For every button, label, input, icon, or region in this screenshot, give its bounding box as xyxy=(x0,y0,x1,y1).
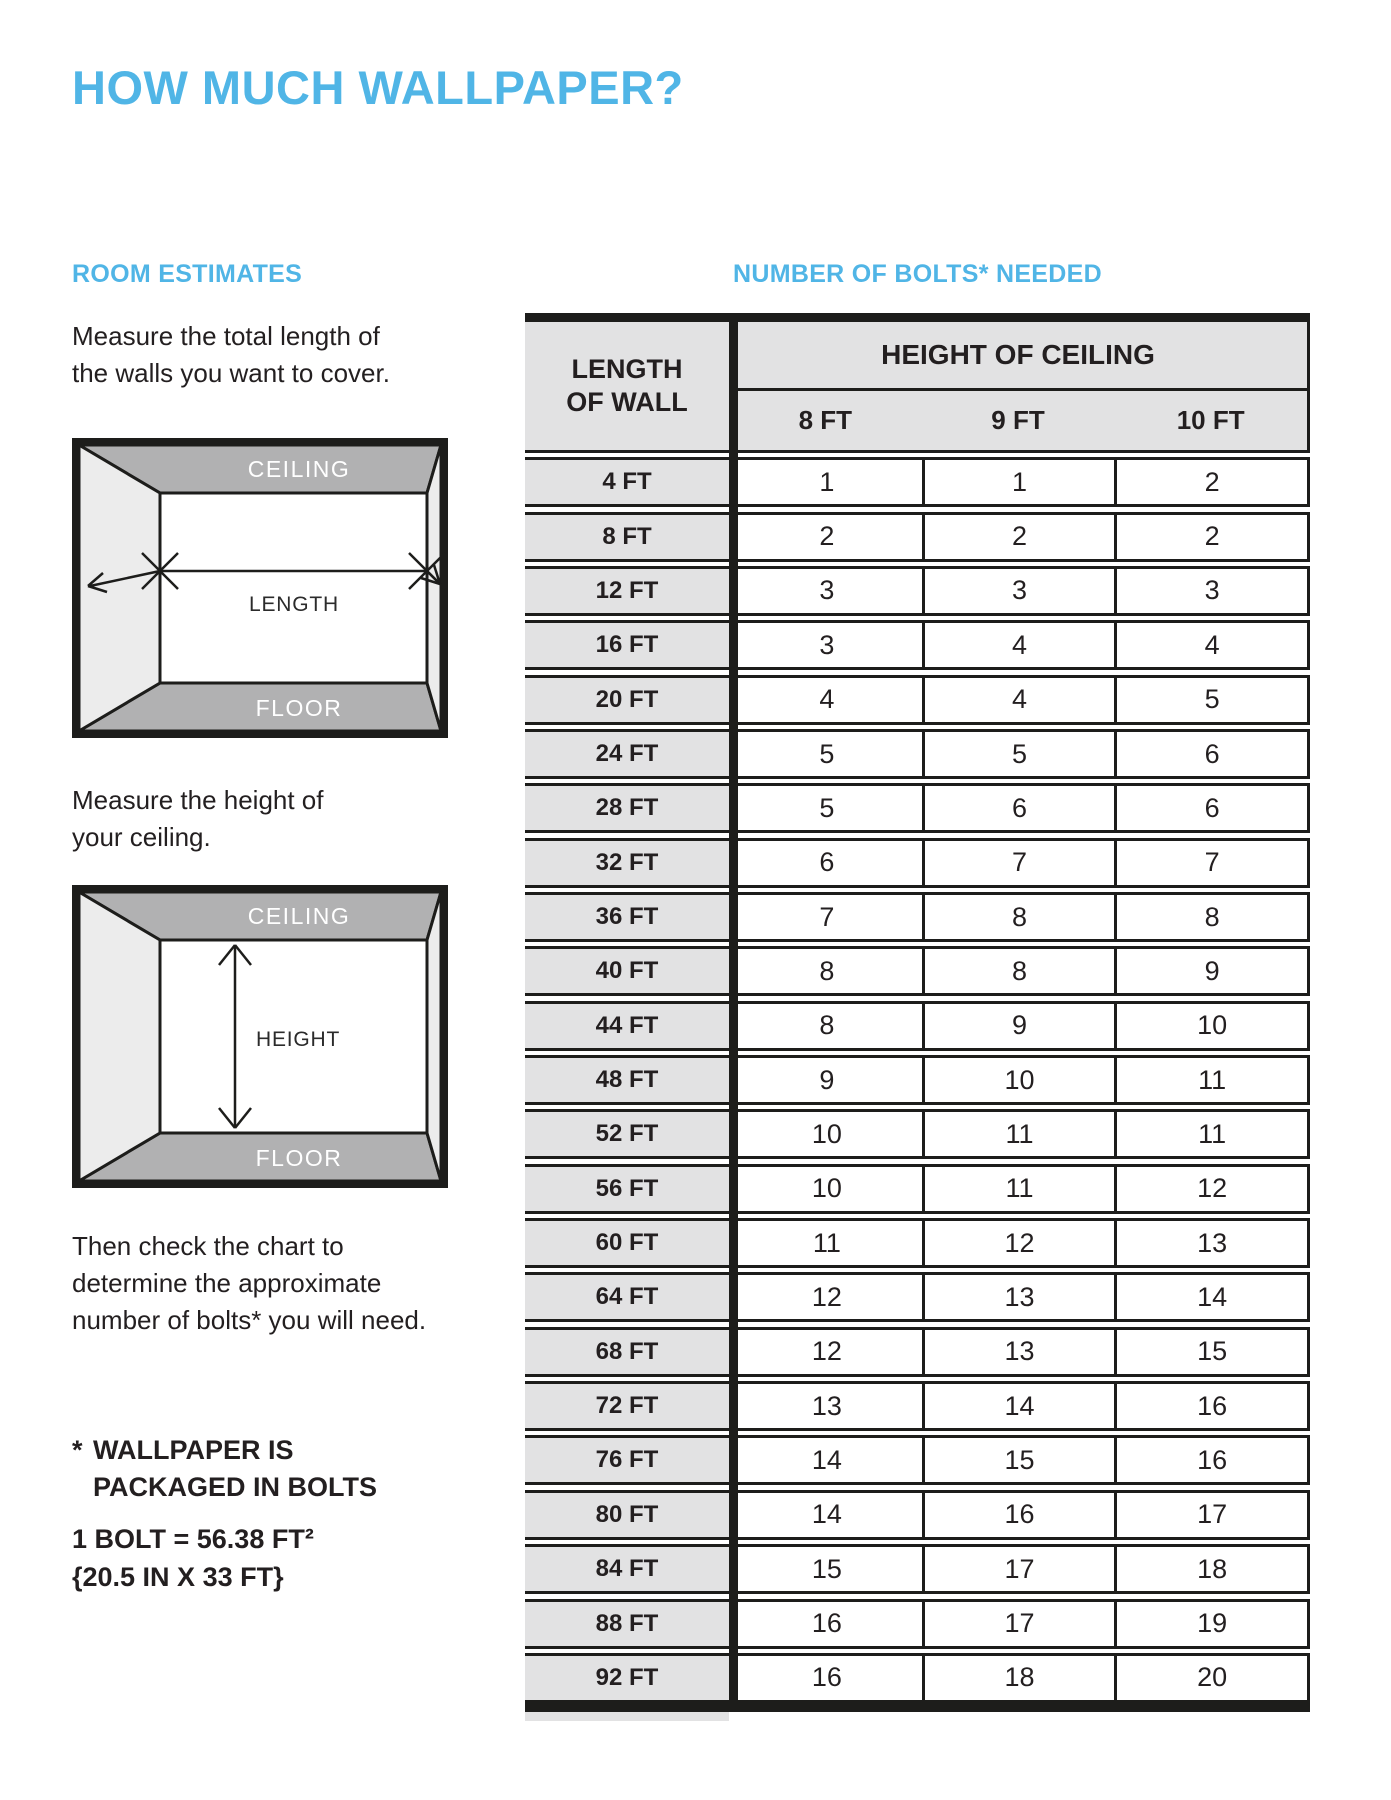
table-row xyxy=(525,1001,1310,1051)
step3-line1: Then check the chart to xyxy=(72,1231,344,1261)
bolt-count-cell: 5 xyxy=(729,729,922,779)
bolt-count-cell: 7 xyxy=(922,838,1115,888)
table-row xyxy=(525,892,1310,942)
col-header-8ft: 8 FT xyxy=(798,405,853,435)
bolt-count-cell: 7 xyxy=(1114,838,1310,888)
length-of-wall-line2: OF WALL xyxy=(566,387,688,417)
table-row xyxy=(525,675,1310,725)
wall-length-cell: 88 FT xyxy=(525,1599,729,1649)
wall-length-cell: 84 FT xyxy=(525,1544,729,1594)
bolt-count-cell: 2 xyxy=(1114,512,1310,562)
bolt-count-cell: 8 xyxy=(729,946,922,996)
col-header-10ft: 10 FT xyxy=(1176,405,1245,435)
table-row xyxy=(525,838,1310,888)
bolts-table-heading: NUMBER OF BOLTS* NEEDED xyxy=(733,260,1102,288)
bolt-count-cell: 4 xyxy=(1114,620,1310,670)
table-row xyxy=(525,946,1310,996)
bolt-equation: 1 BOLT = 56.38 FT² xyxy=(72,1524,314,1554)
bolt-count-cell: 8 xyxy=(922,946,1115,996)
bolt-count-cell: 3 xyxy=(1114,566,1310,616)
bolt-count-cell: 10 xyxy=(729,1109,922,1159)
asterisk-marker: * xyxy=(72,1435,83,1465)
ceiling-label: CEILING xyxy=(247,456,351,482)
floor-label: FLOOR xyxy=(255,1145,343,1171)
bolt-count-cell: 14 xyxy=(729,1490,922,1540)
bolt-count-cell: 16 xyxy=(729,1653,922,1703)
bolt-count-cell: 9 xyxy=(922,1001,1115,1051)
table-row xyxy=(525,1218,1310,1268)
wall-length-cell: 32 FT xyxy=(525,838,729,888)
bolt-count-cell: 20 xyxy=(1114,1653,1310,1703)
table-row xyxy=(525,1055,1310,1105)
table-row xyxy=(525,1327,1310,1377)
bolt-count-cell: 17 xyxy=(922,1544,1115,1594)
bolt-count-cell: 13 xyxy=(922,1327,1115,1377)
wall-length-cell: 52 FT xyxy=(525,1109,729,1159)
bolt-count-cell: 15 xyxy=(1114,1327,1310,1377)
bolt-count-cell: 17 xyxy=(922,1599,1115,1649)
ceiling-header-group xyxy=(729,322,1310,453)
bolt-count-cell: 18 xyxy=(922,1653,1115,1703)
length-of-wall-line1: LENGTH xyxy=(571,354,683,384)
bolt-count-cell: 11 xyxy=(1114,1055,1310,1105)
bolt-count-cell: 6 xyxy=(1114,783,1310,833)
bolt-count-cell: 5 xyxy=(1114,675,1310,725)
table-row xyxy=(525,1272,1310,1322)
bolt-count-cell: 8 xyxy=(922,892,1115,942)
page-title: HOW MUCH WALLPAPER? xyxy=(72,61,684,114)
wall-length-cell: 68 FT xyxy=(525,1327,729,1377)
wall-length-cell: 8 FT xyxy=(525,512,729,562)
bolt-count-cell: 14 xyxy=(1114,1272,1310,1322)
bolt-count-cell: 2 xyxy=(729,512,922,562)
bolt-count-cell: 2 xyxy=(922,512,1115,562)
step3-text xyxy=(72,1228,426,1339)
step1-line2: the walls you want to cover. xyxy=(72,358,390,388)
right-wall-panel xyxy=(427,892,441,1181)
bolt-count-cell: 18 xyxy=(1114,1544,1310,1594)
bolt-count-cell: 10 xyxy=(922,1055,1115,1105)
wall-length-cell: 64 FT xyxy=(525,1272,729,1322)
bolt-count-cell: 12 xyxy=(729,1327,922,1377)
bolt-count-cell: 8 xyxy=(729,1001,922,1051)
wall-length-cell: 20 FT xyxy=(525,675,729,725)
wall-length-cell: 44 FT xyxy=(525,1001,729,1051)
bolt-count-cell: 12 xyxy=(922,1218,1115,1268)
bolts-footnote xyxy=(72,1432,377,1506)
table-row xyxy=(525,1109,1310,1159)
wall-length-cell: 16 FT xyxy=(525,620,729,670)
height-diagram xyxy=(72,885,448,1188)
bolt-count-cell: 3 xyxy=(729,620,922,670)
wall-length-cell: 12 FT xyxy=(525,566,729,616)
bolt-count-cell: 6 xyxy=(729,838,922,888)
height-of-ceiling-header: HEIGHT OF CEILING xyxy=(729,322,1310,391)
table-row xyxy=(525,1164,1310,1214)
col-header-9ft: 9 FT xyxy=(991,405,1045,435)
bolt-count-cell: 12 xyxy=(1114,1164,1310,1214)
bolt-count-cell: 5 xyxy=(729,783,922,833)
bolt-count-cell: 9 xyxy=(729,1055,922,1105)
height-dimension-label: HEIGHT xyxy=(256,1028,341,1051)
bolt-count-cell: 15 xyxy=(729,1544,922,1594)
step2-line2: your ceiling. xyxy=(72,822,211,852)
table-row xyxy=(525,512,1310,562)
table-row xyxy=(525,1381,1310,1431)
bolt-count-cell: 13 xyxy=(729,1381,922,1431)
table-row xyxy=(525,457,1310,507)
wall-length-cell: 80 FT xyxy=(525,1490,729,1540)
floor-label: FLOOR xyxy=(255,695,343,721)
wall-length-cell: 36 FT xyxy=(525,892,729,942)
bolt-count-cell: 13 xyxy=(1114,1218,1310,1268)
bolt-count-cell: 6 xyxy=(922,783,1115,833)
bolt-count-cell: 2 xyxy=(1114,457,1310,507)
bolt-count-cell: 16 xyxy=(1114,1381,1310,1431)
room-estimates-heading: ROOM ESTIMATES xyxy=(72,260,303,288)
table-row xyxy=(525,783,1310,833)
step2-line1: Measure the height of xyxy=(72,785,324,815)
table-row xyxy=(525,1599,1310,1649)
table-body xyxy=(525,457,1310,1703)
length-diagram xyxy=(72,438,448,738)
wall-length-cell: 72 FT xyxy=(525,1381,729,1431)
bolt-count-cell: 1 xyxy=(729,457,922,507)
bolt-count-cell: 11 xyxy=(922,1109,1115,1159)
bolts-table xyxy=(525,313,1310,1712)
right-wall-panel xyxy=(427,445,441,731)
wall-length-cell: 24 FT xyxy=(525,729,729,779)
bolt-count-cell: 16 xyxy=(1114,1435,1310,1485)
bolt-count-cell: 3 xyxy=(922,566,1115,616)
bolt-count-cell: 19 xyxy=(1114,1599,1310,1649)
bolt-count-cell: 3 xyxy=(729,566,922,616)
bolt-count-cell: 10 xyxy=(1114,1001,1310,1051)
bolt-count-cell: 11 xyxy=(729,1218,922,1268)
bolt-count-cell: 14 xyxy=(729,1435,922,1485)
bolt-count-cell: 10 xyxy=(729,1164,922,1214)
table-row xyxy=(525,1653,1310,1703)
bolt-count-cell: 16 xyxy=(922,1490,1115,1540)
bolt-count-cell: 16 xyxy=(729,1599,922,1649)
table-row xyxy=(525,620,1310,670)
table-row xyxy=(525,1435,1310,1485)
table-row xyxy=(525,566,1310,616)
bolt-count-cell: 6 xyxy=(1114,729,1310,779)
step2-text xyxy=(72,782,324,856)
footnote-lines xyxy=(93,1432,377,1506)
table-header xyxy=(525,322,1310,453)
bolt-count-cell: 11 xyxy=(922,1164,1115,1214)
bolt-count-cell: 1 xyxy=(922,457,1115,507)
bolt-count-cell: 17 xyxy=(1114,1490,1310,1540)
bolt-count-cell: 8 xyxy=(1114,892,1310,942)
table-row xyxy=(525,1490,1310,1540)
footnote-line2: PACKAGED IN BOLTS xyxy=(93,1472,378,1502)
wall-length-cell: 40 FT xyxy=(525,946,729,996)
length-of-wall-header xyxy=(525,322,729,453)
table-row xyxy=(525,729,1310,779)
length-dimension-label: LENGTH xyxy=(249,593,339,616)
bolt-count-cell: 9 xyxy=(1114,946,1310,996)
wall-length-cell: 48 FT xyxy=(525,1055,729,1105)
bolt-count-cell: 14 xyxy=(922,1381,1115,1431)
bolt-size-info xyxy=(72,1520,314,1596)
wall-length-cell: 76 FT xyxy=(525,1435,729,1485)
bolt-count-cell: 12 xyxy=(729,1272,922,1322)
table-thick-divider xyxy=(729,322,738,1703)
ceiling-subheaders xyxy=(729,391,1310,453)
bolt-count-cell: 4 xyxy=(922,675,1115,725)
wall-length-cell: 28 FT xyxy=(525,783,729,833)
bolt-count-cell: 4 xyxy=(729,675,922,725)
step1-line1: Measure the total length of xyxy=(72,321,380,351)
wall-length-cell: 60 FT xyxy=(525,1218,729,1268)
bolt-count-cell: 13 xyxy=(922,1272,1115,1322)
step1-text xyxy=(72,318,390,392)
table-row xyxy=(525,1544,1310,1594)
left-wall-panel xyxy=(79,892,160,1181)
bolt-count-cell: 7 xyxy=(729,892,922,942)
step3-line2: determine the approximate xyxy=(72,1268,382,1298)
step3-line3: number of bolts* you will need. xyxy=(72,1305,427,1335)
ceiling-label: CEILING xyxy=(247,903,351,929)
wall-length-cell: 4 FT xyxy=(525,457,729,507)
bolt-count-cell: 5 xyxy=(922,729,1115,779)
wall-length-cell: 56 FT xyxy=(525,1164,729,1214)
bolt-dimensions: {20.5 IN X 33 FT} xyxy=(72,1562,284,1592)
back-wall-panel xyxy=(160,493,427,683)
bolt-count-cell: 4 xyxy=(922,620,1115,670)
table-bottom-stub xyxy=(525,1712,729,1721)
bolt-count-cell: 11 xyxy=(1114,1109,1310,1159)
bolt-count-cell: 15 xyxy=(922,1435,1115,1485)
wall-length-cell: 92 FT xyxy=(525,1653,729,1703)
footnote-line1: WALLPAPER IS xyxy=(93,1435,294,1465)
